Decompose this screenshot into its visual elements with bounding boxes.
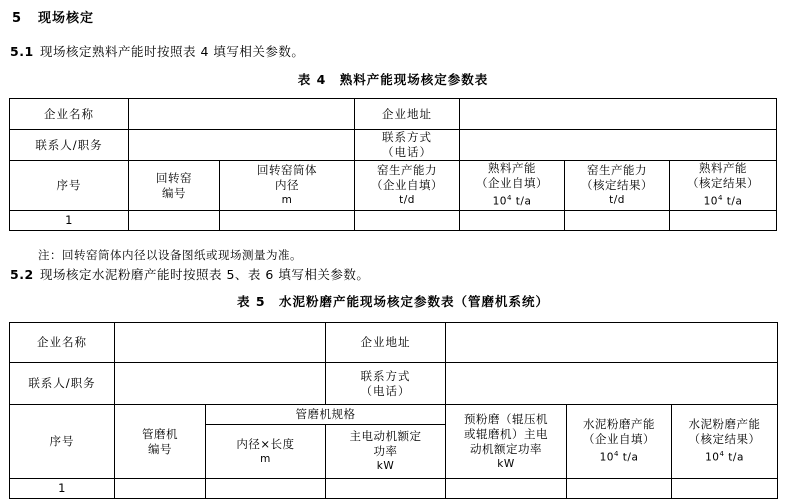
table-cell[interactable] <box>115 479 206 499</box>
col-kiln-cap-verified-header <box>565 161 670 211</box>
unit-exponent: 4 <box>613 450 619 459</box>
row-index: 1 <box>10 211 129 231</box>
header-line: 编号 <box>162 185 186 200</box>
header-unit <box>672 191 774 210</box>
contact-label: 联系人/职务 <box>10 363 115 405</box>
company-address-value[interactable] <box>460 99 777 130</box>
company-name-value[interactable] <box>115 323 326 363</box>
paragraph-5-2 <box>10 265 369 283</box>
col-cement-self-header <box>567 405 672 479</box>
paragraph-text: 现场核定熟料产能时按照表 4 填写相关参数。 <box>40 44 305 59</box>
contact-method-text: 联系方式 <box>360 368 411 383</box>
table-cell[interactable] <box>672 479 778 499</box>
col-mill-no-header <box>115 405 206 479</box>
table-cell[interactable] <box>565 211 670 231</box>
paragraph-number: 5.2 <box>10 267 34 282</box>
header-line: 功率 <box>373 444 398 458</box>
col-motor-power-header <box>326 425 446 479</box>
table-row <box>10 323 778 363</box>
unit-base: 10 <box>599 451 614 464</box>
header-line: （企业自填） <box>583 432 655 447</box>
header-line: 水泥粉磨产能 <box>583 417 655 432</box>
unit-rest: t/a <box>618 451 639 464</box>
col-premill-header <box>446 405 567 479</box>
table-header-row <box>10 161 777 211</box>
header-line: 熟料产能 <box>699 161 748 176</box>
table-row <box>10 479 778 499</box>
table-row <box>10 99 777 130</box>
table4-note: 注：回转窑筒体内径以设备图纸或现场测量为准。 <box>38 248 302 262</box>
header-line: 或辊磨机）主电 <box>464 426 548 441</box>
unit-base: 10 <box>492 195 507 208</box>
header-line: 内径 <box>275 178 299 192</box>
col-mill-spec-header: 管磨机规格 <box>206 405 446 425</box>
col-clinker-self-header <box>460 161 565 211</box>
company-name-value[interactable] <box>129 99 355 130</box>
header-line: 熟料产能 <box>488 161 536 176</box>
row-index: 1 <box>10 479 115 499</box>
table-row <box>10 130 777 161</box>
header-line: （企业自填） <box>371 178 443 192</box>
unit-exponent: 4 <box>718 194 723 203</box>
header-line: （核定结果） <box>688 432 761 447</box>
header-line: 动机额定功率 <box>470 441 542 456</box>
contact-method-value[interactable] <box>460 130 777 161</box>
table-cell[interactable] <box>460 211 565 231</box>
header-line: （核定结果） <box>687 176 760 191</box>
header-unit: kW <box>497 457 515 470</box>
header-line: 窑生产能力 <box>587 163 647 177</box>
table4-caption: 表 4 熟料产能现场核定参数表 <box>297 72 489 87</box>
contact-method-label <box>326 363 446 405</box>
contact-method-value[interactable] <box>446 363 778 405</box>
table-cell[interactable] <box>670 211 777 231</box>
header-line: 主电动机额定 <box>349 429 422 443</box>
contact-value[interactable] <box>129 130 355 161</box>
header-line: 管磨机 <box>142 426 178 441</box>
company-address-label: 企业地址 <box>326 323 446 363</box>
table-cell[interactable] <box>326 479 446 499</box>
header-line: 水泥粉磨产能 <box>688 417 761 432</box>
table5-caption: 表 5 水泥粉磨产能现场核定参数表（管磨机系统） <box>236 294 550 309</box>
contact-value[interactable] <box>115 363 326 405</box>
table-cell[interactable] <box>355 211 460 231</box>
section-heading <box>12 7 94 26</box>
paragraph-5-1 <box>10 42 304 60</box>
company-name-label: 企业名称 <box>10 323 115 363</box>
unit-exponent: 4 <box>506 194 512 203</box>
paragraph-text: 现场核定水泥粉磨产能时按照表 5、表 6 填写相关参数。 <box>40 267 370 282</box>
header-unit <box>569 447 669 466</box>
table-4 <box>9 98 777 231</box>
company-address-label: 企业地址 <box>355 99 460 130</box>
header-unit <box>462 191 562 210</box>
col-kiln-diam-header <box>220 161 355 211</box>
col-index-header: 序号 <box>10 161 129 211</box>
section-number: 5 <box>12 11 23 26</box>
header-unit <box>674 447 775 466</box>
header-line: 窑生产能力 <box>377 163 437 177</box>
header-unit: kW <box>376 460 395 472</box>
unit-rest: t/a <box>511 195 532 208</box>
header-line: 预粉磨（辊压机 <box>464 411 548 426</box>
header-line: 编号 <box>148 441 172 456</box>
unit-exponent: 4 <box>719 450 725 459</box>
header-line: 内径×长度 <box>236 436 295 451</box>
unit-rest: t/a <box>724 451 744 464</box>
table-cell[interactable] <box>446 479 567 499</box>
header-line: （核定结果） <box>581 178 653 192</box>
header-unit: m <box>281 194 293 206</box>
contact-method-sub: （电话） <box>382 145 432 159</box>
table-cell[interactable] <box>129 211 220 231</box>
col-kiln-cap-self-header <box>355 161 460 211</box>
contact-method-text: 联系方式 <box>382 130 432 144</box>
table-header-row <box>10 405 778 425</box>
company-address-value[interactable] <box>446 323 778 363</box>
col-mill-dim-header <box>206 425 326 479</box>
paragraph-number: 5.1 <box>10 44 34 59</box>
table-cell[interactable] <box>567 479 672 499</box>
header-line: （企业自填） <box>476 176 548 191</box>
header-line: 回转窑筒体 <box>257 163 317 177</box>
section-title: 现场核定 <box>38 11 95 26</box>
unit-rest: t/a <box>722 195 743 208</box>
table-cell[interactable] <box>220 211 355 231</box>
col-index-header: 序号 <box>10 405 115 479</box>
table-row <box>10 211 777 231</box>
contact-label: 联系人/职务 <box>10 130 129 161</box>
col-clinker-verified-header <box>670 161 777 211</box>
header-line: 回转窑 <box>156 170 192 185</box>
company-name-label: 企业名称 <box>10 99 129 130</box>
col-kiln-no-header <box>129 161 220 211</box>
col-cement-verified-header <box>672 405 778 479</box>
header-unit: t/d <box>609 194 625 206</box>
contact-method-label <box>355 130 460 161</box>
header-unit: m <box>260 452 271 465</box>
header-unit: t/d <box>399 194 415 206</box>
contact-method-sub: （电话） <box>360 383 411 398</box>
unit-base: 10 <box>703 195 718 208</box>
table-cell[interactable] <box>206 479 326 499</box>
table-row <box>10 363 778 405</box>
unit-base: 10 <box>705 451 720 464</box>
table-5 <box>9 322 778 499</box>
